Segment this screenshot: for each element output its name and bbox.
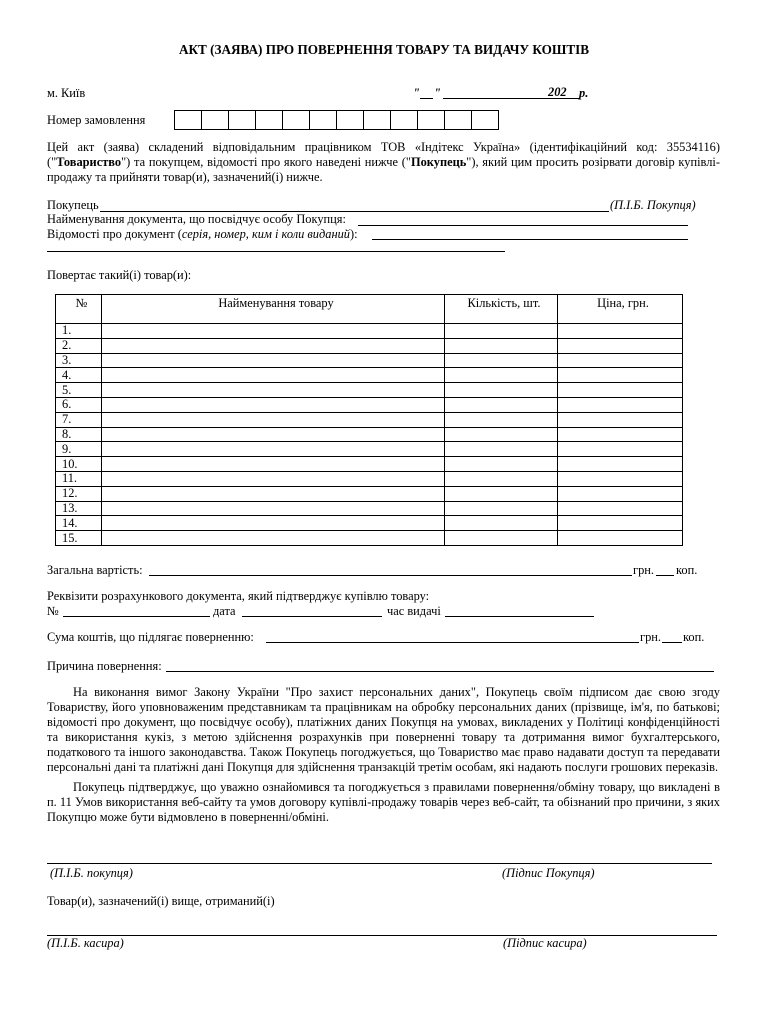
intro-text-2: ") та покупцем, відомості про якого наведені нижче (" [121, 155, 411, 169]
table-row [56, 427, 683, 442]
row-name-cell[interactable] [102, 353, 445, 368]
reason-label: Причина повернення: [47, 659, 162, 673]
row-number: 14. [56, 516, 102, 531]
col-price-header: Ціна, грн. [558, 295, 683, 324]
row-price-cell[interactable] [558, 338, 683, 353]
row-name-cell[interactable] [102, 383, 445, 398]
table-row [56, 353, 683, 368]
receipt-date-field[interactable] [242, 616, 382, 617]
cashier-name-hint: (П.І.Б. касира) [47, 936, 124, 950]
row-quantity-cell[interactable] [445, 471, 558, 486]
refund-kop-field[interactable] [662, 642, 682, 643]
total-uah-unit: грн. [633, 563, 655, 577]
reason-field[interactable] [166, 671, 714, 672]
consent-paragraph: На виконання вимог Закону України "Про захист персональних даних", Покупець своїм підписом дає свою згоду Товариству, його уповноваженим представникам та працівникам на обробку персональних даних (прізвище, ім'я, по батькові; відомості про документ, що посвідчує особу), платіжних даних Покупця на умовах, викладених у Політиці конфіденційності та використання кукіз, з метою здійснення розрахунків при поверненні товару та дотримання вимог бухгалтерського, податкового та іншого законодавства. Також Покупець погоджується, що Товариство має право надавати доступ та передавати персональні дані та платіжні дані Покупця для здійснення транзакцій третім особам, які надають послуги грошових переказів. [47, 685, 720, 774]
date-open-quote: " [413, 86, 420, 100]
confirm-paragraph: Покупець підтверджує, що уважно ознайомився та погоджується з правилами повернення/обміну товару, що викладені в п. 11 Умов використання веб-сайту та умов договору купівлі-продажу товарів через веб-сайт, та обізнаний про причини, з яких Покупцю може бути відмовлено в поверненні/обміні. [47, 780, 720, 824]
row-name-cell[interactable] [102, 531, 445, 546]
row-price-cell[interactable] [558, 383, 683, 398]
table-row [56, 471, 683, 486]
row-price-cell[interactable] [558, 486, 683, 501]
row-number: 12. [56, 486, 102, 501]
row-name-cell[interactable] [102, 442, 445, 457]
table-row [56, 324, 683, 339]
row-name-cell[interactable] [102, 457, 445, 472]
total-kop-field[interactable] [656, 575, 674, 576]
order-digit-box[interactable] [282, 110, 310, 130]
buyer-name-signature-hint: (П.І.Б. покупця) [50, 866, 133, 880]
intro-paragraph [47, 140, 720, 185]
row-number: 6. [56, 397, 102, 412]
order-digit-box[interactable] [174, 110, 202, 130]
order-number-label: Номер замовлення [47, 113, 146, 127]
receipt-label: Реквізити розрахункового документа, який підтверджує купівлю товару: [47, 589, 430, 603]
table-row [56, 397, 683, 412]
row-price-cell[interactable] [558, 501, 683, 516]
row-quantity-cell[interactable] [445, 442, 558, 457]
row-price-cell[interactable] [558, 324, 683, 339]
order-digit-box[interactable] [201, 110, 229, 130]
order-digit-box[interactable] [417, 110, 445, 130]
row-name-cell[interactable] [102, 338, 445, 353]
col-quantity-header: Кількість, шт. [445, 295, 558, 324]
row-name-cell[interactable] [102, 501, 445, 516]
table-row [56, 457, 683, 472]
total-label: Загальна вартість: [47, 563, 143, 577]
receipt-date-label: дата [213, 604, 236, 618]
row-name-cell[interactable] [102, 324, 445, 339]
order-digit-box[interactable] [444, 110, 472, 130]
buyer-doc-info-hint: серія, номер, ким і коли виданий [181, 227, 350, 241]
intro-company-term: Товариство [56, 155, 122, 169]
goods-label: Повертає такий(і) товар(и): [47, 268, 192, 282]
order-digit-box[interactable] [255, 110, 283, 130]
table-row [56, 338, 683, 353]
total-kop-unit: коп. [676, 563, 698, 577]
date-close-quote: " [434, 86, 441, 100]
row-price-cell[interactable] [558, 412, 683, 427]
row-number: 9. [56, 442, 102, 457]
row-name-cell[interactable] [102, 368, 445, 383]
total-uah-field[interactable] [149, 575, 632, 576]
receipt-number-field[interactable] [63, 616, 210, 617]
row-name-cell[interactable] [102, 397, 445, 412]
row-number: 13. [56, 501, 102, 516]
date-day-field[interactable] [420, 98, 433, 99]
row-quantity-cell[interactable] [445, 516, 558, 531]
order-digit-box[interactable] [336, 110, 364, 130]
date-year: 202 [548, 85, 567, 99]
buyer-doc-name-label: Найменування документа, що посвідчує особу Покупця: [47, 212, 346, 226]
table-row [56, 486, 683, 501]
row-number: 5. [56, 383, 102, 398]
row-price-cell[interactable] [558, 353, 683, 368]
table-row [56, 412, 683, 427]
row-number: 15. [56, 531, 102, 546]
buyer-sign-hint: (Підпис Покупця) [502, 866, 595, 880]
row-price-cell[interactable] [558, 397, 683, 412]
refund-label: Сума коштів, що підлягає поверненню: [47, 630, 254, 644]
row-quantity-cell[interactable] [445, 457, 558, 472]
row-quantity-cell[interactable] [445, 427, 558, 442]
order-digit-box[interactable] [228, 110, 256, 130]
row-quantity-cell[interactable] [445, 324, 558, 339]
row-number: 1. [56, 324, 102, 339]
table-row [56, 531, 683, 546]
col-number-header: № [56, 295, 102, 324]
buyer-signature-line[interactable] [47, 863, 712, 864]
row-price-cell[interactable] [558, 368, 683, 383]
row-number: 11. [56, 471, 102, 486]
cashier-sign-hint: (Підпис касира) [503, 936, 587, 950]
table-row [56, 516, 683, 531]
intro-text-3: "), який цим просить розірвати договір купівлі-продажу та прийняти товар(и), зазначений(і) нижче. [47, 155, 720, 184]
table-row [56, 501, 683, 516]
table-row [56, 383, 683, 398]
row-number: 4. [56, 368, 102, 383]
row-quantity-cell[interactable] [445, 501, 558, 516]
row-price-cell[interactable] [558, 457, 683, 472]
buyer-doc-info-label [47, 227, 358, 242]
buyer-label: Покупець [47, 198, 99, 212]
row-quantity-cell[interactable] [445, 383, 558, 398]
row-quantity-cell[interactable] [445, 368, 558, 383]
page-title: АКТ (ЗАЯВА) ПРО ПОВЕРНЕННЯ ТОВАРУ ТА ВИДАЧУ КОШТІВ [178, 42, 590, 57]
order-digit-box[interactable] [363, 110, 391, 130]
row-number: 3. [56, 353, 102, 368]
date-year-suffix: р. [579, 86, 589, 100]
receipt-time-field[interactable] [445, 616, 594, 617]
buyer-doc-info-field[interactable] [372, 239, 688, 240]
row-number: 10. [56, 457, 102, 472]
row-number: 2. [56, 338, 102, 353]
row-name-cell[interactable] [102, 471, 445, 486]
refund-kop-unit: коп. [683, 630, 705, 644]
goods-header-row [56, 295, 683, 324]
row-quantity-cell[interactable] [445, 486, 558, 501]
intro-text-1: Цей акт (заява) складений відповідальним працівником ТОВ «Індітекс Україна» (ідентифікаційний код: 35534116) (" [47, 140, 720, 169]
row-number: 7. [56, 412, 102, 427]
buyer-doc-info-end: ): [350, 227, 358, 241]
table-row [56, 442, 683, 457]
row-name-cell[interactable] [102, 486, 445, 501]
receipt-time-label: час видачі [387, 604, 441, 618]
row-name-cell[interactable] [102, 516, 445, 531]
row-price-cell[interactable] [558, 427, 683, 442]
row-number: 8. [56, 427, 102, 442]
order-digit-box[interactable] [471, 110, 499, 130]
col-name-header: Найменування товару [102, 295, 445, 324]
received-label: Товар(и), зазначений(і) вище, отриманий(і) [47, 894, 275, 908]
goods-body [56, 324, 683, 546]
buyer-doc-info-start: Відомості про документ ( [47, 227, 182, 241]
row-quantity-cell[interactable] [445, 397, 558, 412]
refund-uah-field[interactable] [266, 642, 639, 643]
table-row [56, 368, 683, 383]
row-price-cell[interactable] [558, 442, 683, 457]
row-name-cell[interactable] [102, 427, 445, 442]
row-quantity-cell[interactable] [445, 338, 558, 353]
buyer-doc-info-field-line2[interactable] [47, 251, 505, 252]
row-price-cell[interactable] [558, 516, 683, 531]
receipt-number-label: № [47, 604, 59, 618]
order-digit-box[interactable] [390, 110, 418, 130]
intro-buyer-term: Покупець [410, 155, 467, 169]
buyer-name-hint: (П.І.Б. Покупця) [610, 198, 696, 212]
city-label: м. Київ [47, 86, 86, 100]
order-number-boxes[interactable] [175, 110, 499, 130]
row-quantity-cell[interactable] [445, 531, 558, 546]
row-price-cell[interactable] [558, 531, 683, 546]
cashier-signature-line[interactable] [47, 935, 717, 936]
row-quantity-cell[interactable] [445, 353, 558, 368]
order-digit-box[interactable] [309, 110, 337, 130]
row-quantity-cell[interactable] [445, 412, 558, 427]
buyer-doc-name-field[interactable] [358, 225, 688, 226]
goods-table [55, 294, 683, 546]
refund-uah-unit: грн. [640, 630, 662, 644]
row-name-cell[interactable] [102, 412, 445, 427]
row-price-cell[interactable] [558, 471, 683, 486]
